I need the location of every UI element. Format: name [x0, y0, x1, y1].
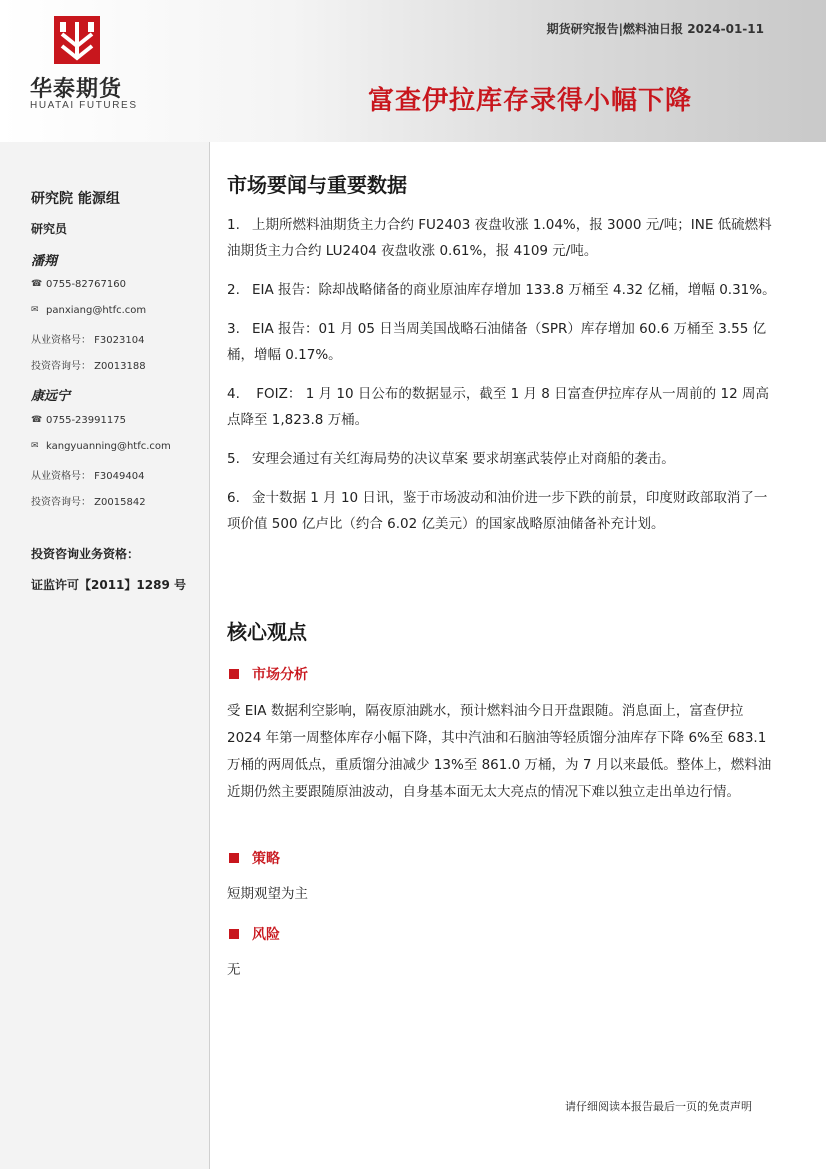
square-bullet-icon [229, 669, 239, 679]
analyst-email [31, 441, 171, 452]
report-header [0, 0, 826, 142]
analyst-email [31, 305, 146, 316]
news-list [227, 212, 779, 550]
disclaimer-note: 请仔细阅读本报告最后一页的免责声明 [565, 1100, 752, 1113]
list-item: 3. EIA 报告：01 月 05 日当周美国战略石油储备（SPR）库存增加 60.6 万桶至 3.55 亿桶，增幅 0.17%。 [227, 321, 767, 363]
brand-name-cn: 华泰期货 [30, 77, 123, 102]
consulting-number: 投资咨询号： Z0013188 [31, 361, 146, 372]
phone-number: 0755-82767160 [46, 279, 126, 290]
analyst-phone [31, 415, 126, 426]
list-item: 6. 金十数据 1 月 10 日讯，鉴于市场波动和油价进一步下跌的前景，印度财政部取消了一项价值 500 亿卢比（约合 6.02 亿美元）的国家战略原油储备补充计划。 [227, 490, 768, 532]
brand-logo [30, 16, 140, 116]
qualification-number: 从业资格号： F3023104 [31, 335, 145, 346]
analyst-sidebar [0, 142, 210, 1169]
list-item: 4. FOIZ： 1 月 10 日公布的数据显示，截至 1 月 8 日富查伊拉库存从一周前的 12 周高点降至 1,823.8 万桶。 [227, 386, 769, 428]
email-link[interactable]: panxiang@htfc.com [46, 305, 147, 316]
report-meta: 期货研究报告|燃料油日报 2024-01-11 [546, 22, 764, 36]
list-item: 1. 上期所燃料油期货主力合约 FU2403 夜盘收涨 1.04%，报 3000 元/吨；INE 低硫燃料油期货主力合约 LU2404 夜盘收涨 0.61%，报 4109 元/吨。 [227, 217, 772, 259]
role-label: 研究员 [31, 222, 68, 236]
list-item: 5. 安理会通过有关红海局势的决议草案 要求胡塞武装停止对商船的袭击。 [227, 451, 675, 467]
market-analysis-heading: 市场分析 [229, 664, 308, 684]
report-title: 富查伊拉库存录得小幅下降 [368, 86, 693, 116]
phone-icon: ☎ [31, 415, 43, 425]
risk-heading: 风险 [229, 924, 280, 944]
license-label: 投资咨询业务资格： [31, 547, 140, 561]
consulting-number: 投资咨询号： Z0015842 [31, 497, 146, 508]
square-bullet-icon [229, 929, 239, 939]
email-link[interactable]: kangyuanning@htfc.com [46, 441, 171, 452]
strategy-text: 短期观望为主 [227, 886, 308, 902]
phone-number: 0755-23991175 [46, 415, 126, 426]
strategy-heading: 策略 [229, 848, 280, 868]
phone-icon: ☎ [31, 279, 43, 289]
core-section-title: 核心观点 [227, 620, 307, 644]
list-item: 2. EIA 报告：除却战略储备的商业原油库存增加 133.8 万桶至 4.32 亿桶，增幅 0.31%。 [227, 282, 776, 298]
department-label: 研究院 能源组 [31, 191, 120, 207]
qualification-number: 从业资格号： F3049404 [31, 471, 145, 482]
analyst-name: 康远宁 [31, 389, 71, 404]
market-analysis-text: 受 EIA 数据利空影响，隔夜原油跳水，预计燃料油今日开盘跟随。消息面上，富查伊拉 2024 年第一周整体库存小幅下降，其中汽油和石脑油等轻质馏分油库存下降 6%至 683.1 万桶的两周低点，重质馏分油减少 13%至 861.0 万桶，为 7 月以来最低。整体上，燃料油近期仍然主要跟随原油波动，自身基本面无太大亮点的情况下难以独立走出单边行情。 [227, 703, 772, 800]
license-number: 证监许可【2011】1289 号 [31, 578, 186, 592]
analyst-phone [31, 279, 126, 290]
brand-name-en: HUATAI FUTURES [30, 100, 138, 111]
news-section-title: 市场要闻与重要数据 [227, 173, 407, 197]
square-bullet-icon [229, 853, 239, 863]
mail-icon: ✉ [31, 305, 39, 315]
mail-icon: ✉ [31, 441, 39, 451]
risk-text: 无 [227, 962, 241, 978]
huatai-logo-icon [54, 16, 100, 64]
analyst-name: 潘翔 [31, 254, 58, 269]
